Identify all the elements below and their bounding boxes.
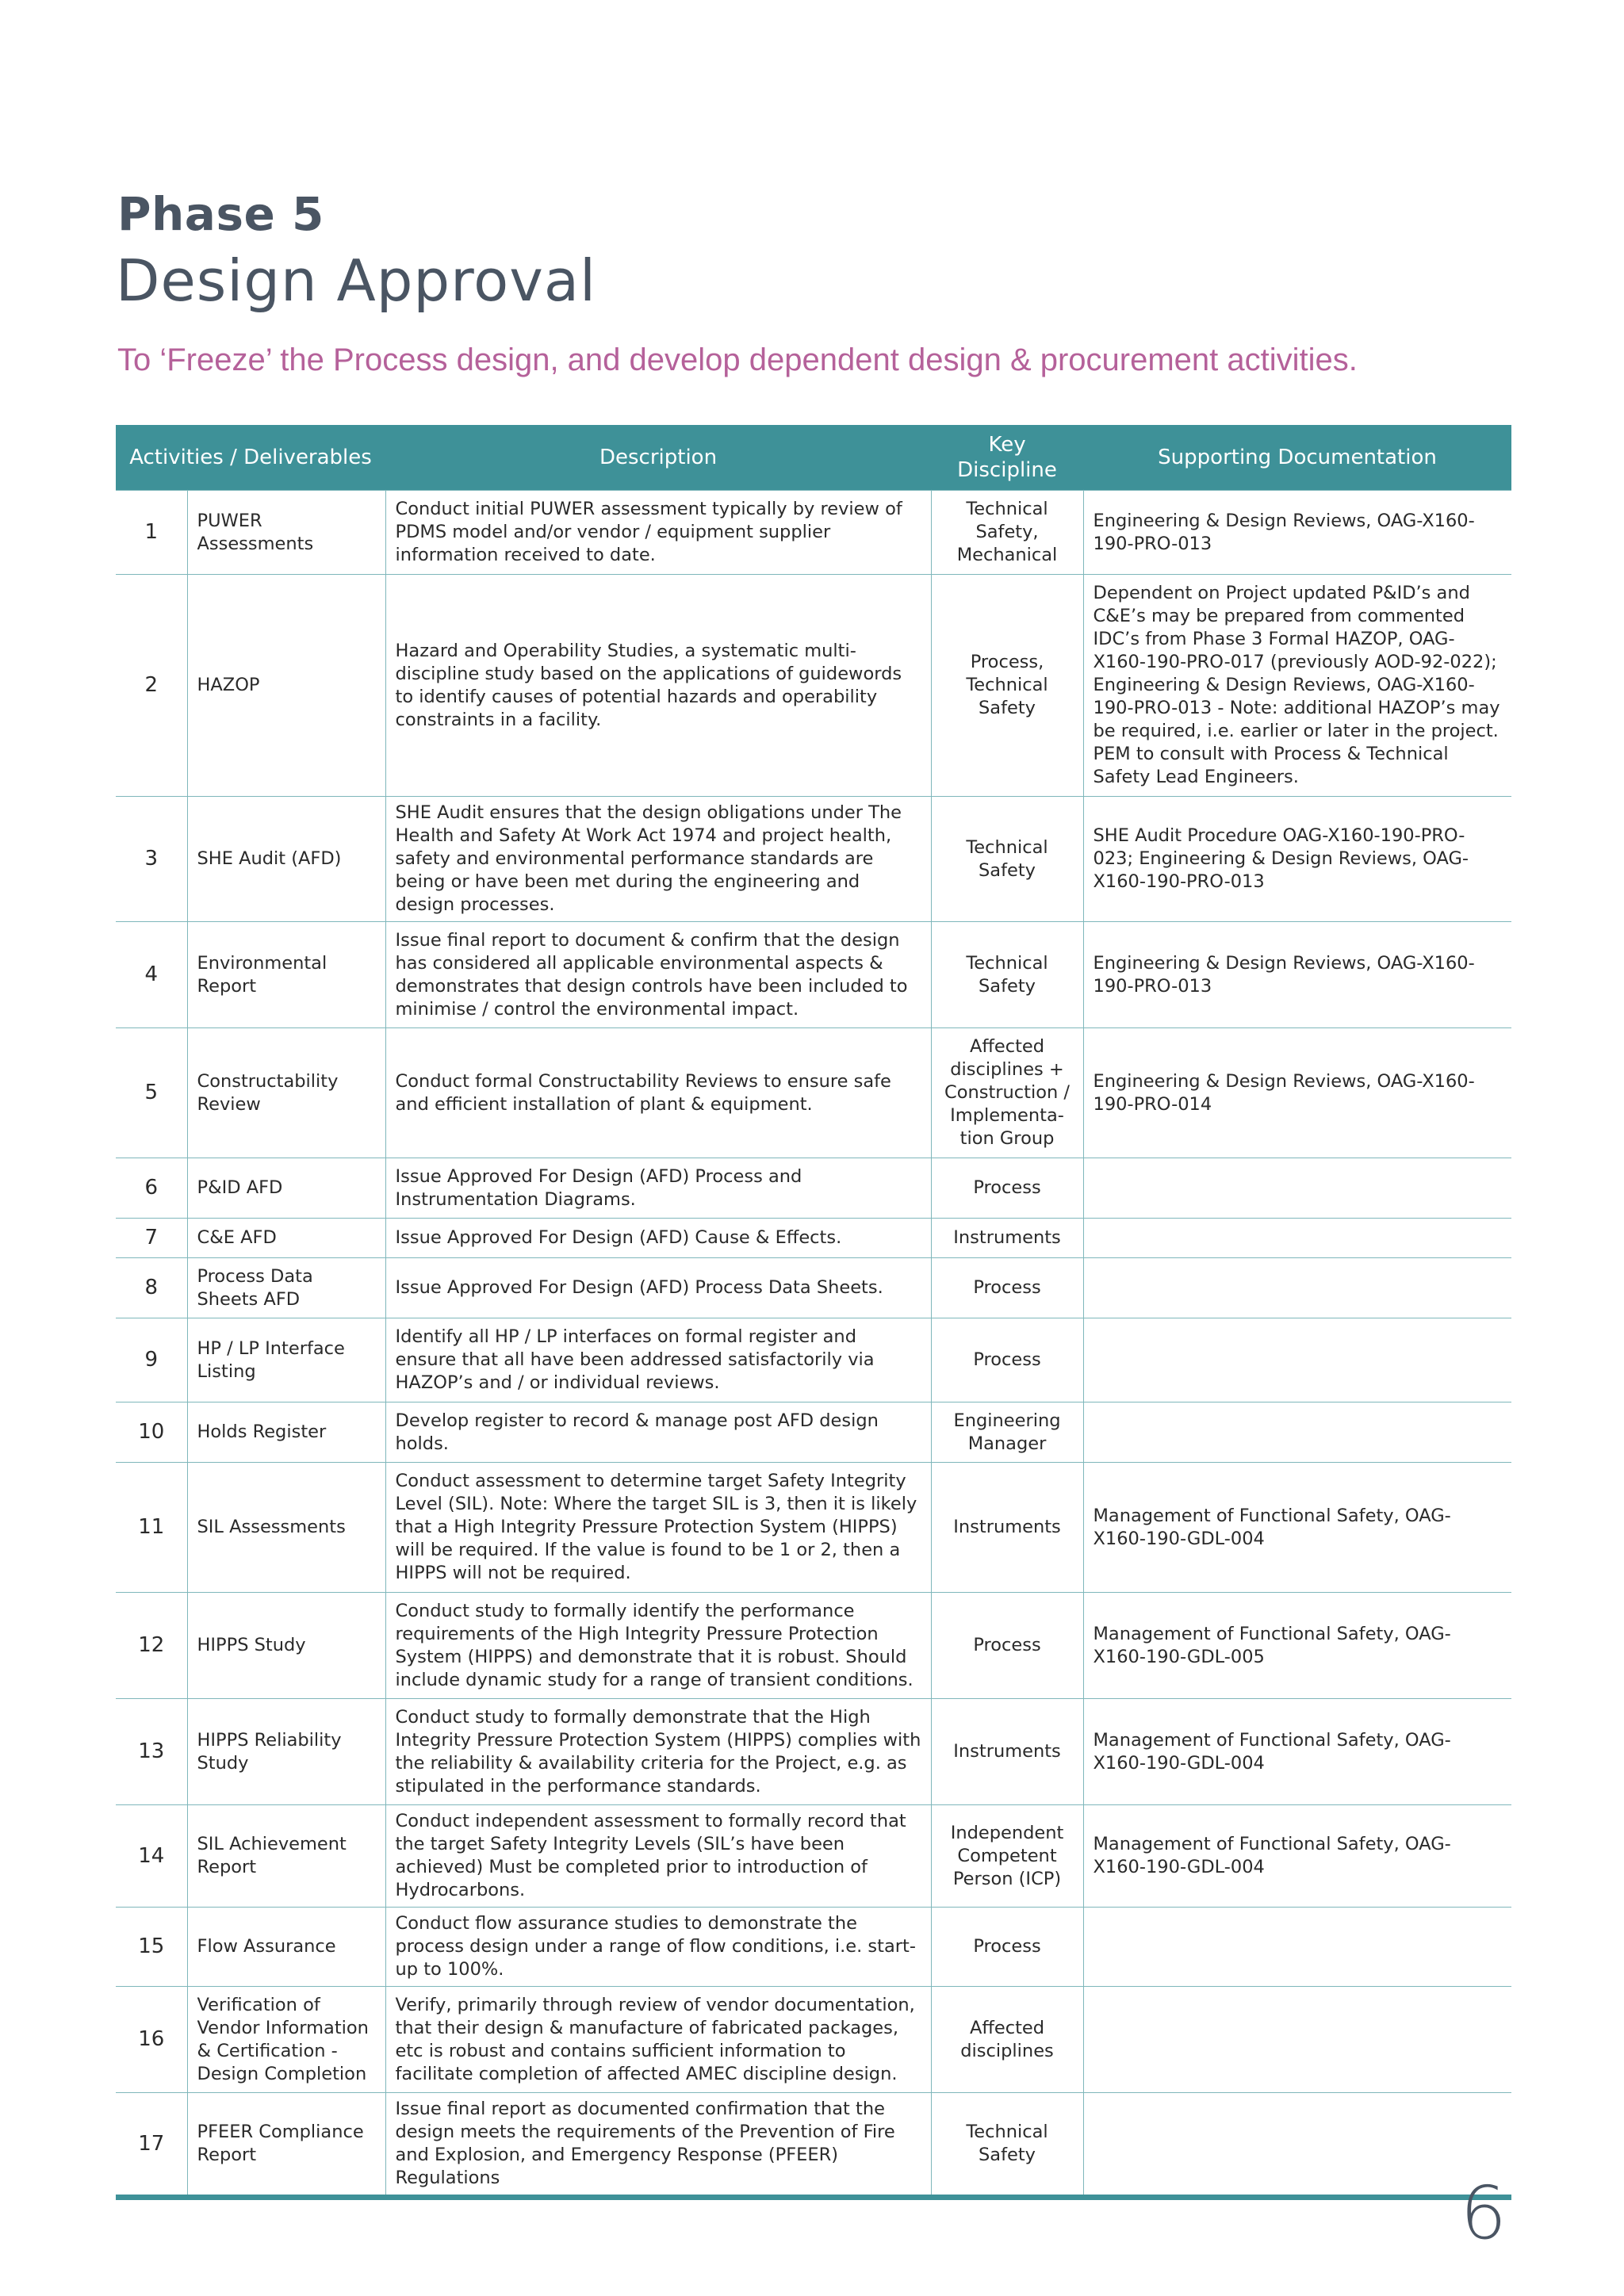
- table-row: [116, 1593, 1511, 1699]
- documentation-cell: Dependent on Project updated P&ID’s and C&E’s may be prepared from commented IDC’s from Phase 3 Formal HAZOP, OAG-X160-190-PRO-017 (previously AOD-92-022); Engineering & Design Reviews, OAG-X160-190-PRO-013 - Note: additional HAZOP’s may be required, i.e. earlier or later in the project. PEM to consult with Process & Technical Safety Lead Engineers.: [1083, 575, 1511, 797]
- description-cell: Identify all HP / LP interfaces on formal register and ensure that all have been addressed satisfactorily via HAZOP’s and / or individual reviews.: [385, 1318, 931, 1402]
- table-row: [116, 1987, 1511, 2093]
- row-number: 15: [116, 1908, 187, 1987]
- activity-cell: Verification of Vendor Information & Certification - Design Completion: [187, 1987, 385, 2093]
- discipline-cell: Technical Safety: [931, 797, 1083, 922]
- table-row: [116, 1908, 1511, 1987]
- discipline-cell: Technical Safety, Mechanical: [931, 491, 1083, 575]
- documentation-cell: Management of Functional Safety, OAG-X160-190-GDL-004: [1083, 1699, 1511, 1805]
- description-cell: Conduct assessment to determine target Safety Integrity Level (SIL). Note: Where the target SIL is 3, then it is likely that a High Integrity Pressure Protection System (HIPPS) will be required. If the value is found to be 1 or 2, then a HIPPS will not be required.: [385, 1463, 931, 1593]
- activity-cell: PUWER Assessments: [187, 491, 385, 575]
- activity-cell: SIL Achievement Report: [187, 1805, 385, 1908]
- description-cell: Conduct independent assessment to formally record that the target Safety Integrity Levels (SIL’s have been achieved) Must be completed prior to introduction of Hydrocarbons.: [385, 1805, 931, 1908]
- description-cell: Conduct initial PUWER assessment typically by review of PDMS model and/or vendor / equipment supplier information received to date.: [385, 491, 931, 575]
- description-cell: Conduct study to formally demonstrate that the High Integrity Pressure Protection System (HIPPS) complies with the reliability & availability criteria for the Project, e.g. as stipulated in the performance standards.: [385, 1699, 931, 1805]
- row-number: 8: [116, 1258, 187, 1318]
- page-number: 6: [1460, 2171, 1507, 2256]
- discipline-cell: Process: [931, 1593, 1083, 1699]
- activity-cell: HIPPS Study: [187, 1593, 385, 1699]
- description-cell: Conduct study to formally identify the performance requirements of the High Integrity Pressure Protection System (HIPPS) and demonstrate that it is robust. Should include dynamic study for a range of transient conditions.: [385, 1593, 931, 1699]
- table-row: [116, 1805, 1511, 1908]
- activity-cell: P&ID AFD: [187, 1158, 385, 1219]
- table-row: [116, 797, 1511, 922]
- discipline-cell: Process: [931, 1258, 1083, 1318]
- row-number: 11: [116, 1463, 187, 1593]
- activity-cell: SIL Assessments: [187, 1463, 385, 1593]
- row-number: 13: [116, 1699, 187, 1805]
- header-activities: Activities / Deliverables: [116, 425, 385, 491]
- discipline-cell: Affected disciplines: [931, 1987, 1083, 2093]
- activity-cell: C&E AFD: [187, 1219, 385, 1258]
- discipline-cell: Instruments: [931, 1699, 1083, 1805]
- discipline-cell: Process: [931, 1318, 1083, 1402]
- row-number: 10: [116, 1402, 187, 1463]
- page-title: Design Approval: [116, 247, 596, 314]
- header-discipline: Key Discipline: [931, 425, 1083, 491]
- row-number: 9: [116, 1318, 187, 1402]
- row-number: 16: [116, 1987, 187, 2093]
- description-cell: Verify, primarily through review of vendor documentation, that their design & manufacture of fabricated packages, etc is robust and contains sufficient information to facilitate completion of affected AMEC discipline design.: [385, 1987, 931, 2093]
- documentation-cell: Management of Functional Safety, OAG-X160-190-GDL-005: [1083, 1593, 1511, 1699]
- row-number: 12: [116, 1593, 187, 1699]
- activity-cell: PFEER Compliance Report: [187, 2093, 385, 2198]
- activity-cell: Constructability Review: [187, 1028, 385, 1158]
- header-documentation: Supporting Documentation: [1083, 425, 1511, 491]
- discipline-cell: Process: [931, 1158, 1083, 1219]
- activity-cell: HP / LP Interface Listing: [187, 1318, 385, 1402]
- description-cell: Issue Approved For Design (AFD) Cause & Effects.: [385, 1219, 931, 1258]
- table-row: [116, 1158, 1511, 1219]
- phase-label: Phase 5: [117, 187, 324, 241]
- documentation-cell: Management of Functional Safety, OAG-X160-190-GDL-004: [1083, 1805, 1511, 1908]
- documentation-cell: [1083, 1987, 1511, 2093]
- table-row: [116, 1258, 1511, 1318]
- discipline-cell: Technical Safety: [931, 2093, 1083, 2198]
- table-row: [116, 1699, 1511, 1805]
- activity-cell: Holds Register: [187, 1402, 385, 1463]
- activity-cell: HIPPS Reliability Study: [187, 1699, 385, 1805]
- table-row: [116, 2093, 1511, 2198]
- description-cell: SHE Audit ensures that the design obligations under The Health and Safety At Work Act 1974 and project health, safety and environmental performance standards are being or have been met during the engineering and design processes.: [385, 797, 931, 922]
- row-number: 1: [116, 491, 187, 575]
- table-body: [116, 491, 1511, 2198]
- documentation-cell: Engineering & Design Reviews, OAG-X160-190-PRO-013: [1083, 922, 1511, 1028]
- discipline-cell: Technical Safety: [931, 922, 1083, 1028]
- row-number: 4: [116, 922, 187, 1028]
- documentation-cell: [1083, 1318, 1511, 1402]
- table-row: [116, 1463, 1511, 1593]
- activity-cell: HAZOP: [187, 575, 385, 797]
- discipline-cell: Engineering Manager: [931, 1402, 1083, 1463]
- description-cell: Conduct formal Constructability Reviews to ensure safe and efficient installation of plant & equipment.: [385, 1028, 931, 1158]
- description-cell: Issue final report to document & confirm that the design has considered all applicable environmental aspects & demonstrates that design controls have been included to minimise / control the environmental impact.: [385, 922, 931, 1028]
- deliverables-table: [116, 425, 1511, 2200]
- table-row: [116, 1028, 1511, 1158]
- discipline-cell: Instruments: [931, 1219, 1083, 1258]
- documentation-cell: [1083, 1258, 1511, 1318]
- row-number: 2: [116, 575, 187, 797]
- row-number: 17: [116, 2093, 187, 2198]
- activity-cell: Process Data Sheets AFD: [187, 1258, 385, 1318]
- description-cell: Issue Approved For Design (AFD) Process and Instrumentation Diagrams.: [385, 1158, 931, 1219]
- activity-cell: SHE Audit (AFD): [187, 797, 385, 922]
- table-row: [116, 1318, 1511, 1402]
- row-number: 7: [116, 1219, 187, 1258]
- table-header-row: [116, 425, 1511, 491]
- description-cell: Conduct flow assurance studies to demonstrate the process design under a range of flow conditions, i.e. start-up to 100%.: [385, 1908, 931, 1987]
- documentation-cell: [1083, 1158, 1511, 1219]
- activity-cell: Environmental Report: [187, 922, 385, 1028]
- documentation-cell: Engineering & Design Reviews, OAG-X160-190-PRO-014: [1083, 1028, 1511, 1158]
- page-subtitle: To ‘Freeze’ the Process design, and develop dependent design & procurement activities.: [117, 342, 1358, 377]
- documentation-cell: Management of Functional Safety, OAG-X160-190-GDL-004: [1083, 1463, 1511, 1593]
- discipline-cell: Independent Competent Person (ICP): [931, 1805, 1083, 1908]
- discipline-cell: Process: [931, 1908, 1083, 1987]
- description-cell: Hazard and Operability Studies, a systematic multi-discipline study based on the applications of guidewords to identify causes of potential hazards and operability constraints in a facility.: [385, 575, 931, 797]
- discipline-cell: Affected disciplines + Construction / Implementa-tion Group: [931, 1028, 1083, 1158]
- row-number: 6: [116, 1158, 187, 1219]
- description-cell: Issue Approved For Design (AFD) Process Data Sheets.: [385, 1258, 931, 1318]
- description-cell: Develop register to record & manage post AFD design holds.: [385, 1402, 931, 1463]
- documentation-cell: [1083, 2093, 1511, 2198]
- discipline-cell: Process, Technical Safety: [931, 575, 1083, 797]
- header-description: Description: [385, 425, 931, 491]
- description-cell: Issue final report as documented confirmation that the design meets the requirements of the Prevention of Fire and Explosion, and Emergency Response (PFEER) Regulations: [385, 2093, 931, 2198]
- row-number: 3: [116, 797, 187, 922]
- table-row: [116, 491, 1511, 575]
- documentation-cell: [1083, 1402, 1511, 1463]
- documentation-cell: Engineering & Design Reviews, OAG-X160-190-PRO-013: [1083, 491, 1511, 575]
- row-number: 5: [116, 1028, 187, 1158]
- documentation-cell: [1083, 1908, 1511, 1987]
- table-row: [116, 1402, 1511, 1463]
- table-row: [116, 575, 1511, 797]
- table-row: [116, 922, 1511, 1028]
- activity-cell: Flow Assurance: [187, 1908, 385, 1987]
- row-number: 14: [116, 1805, 187, 1908]
- documentation-cell: [1083, 1219, 1511, 1258]
- table-row: [116, 1219, 1511, 1258]
- discipline-cell: Instruments: [931, 1463, 1083, 1593]
- documentation-cell: SHE Audit Procedure OAG-X160-190-PRO-023; Engineering & Design Reviews, OAG-X160-190-PRO-013: [1083, 797, 1511, 922]
